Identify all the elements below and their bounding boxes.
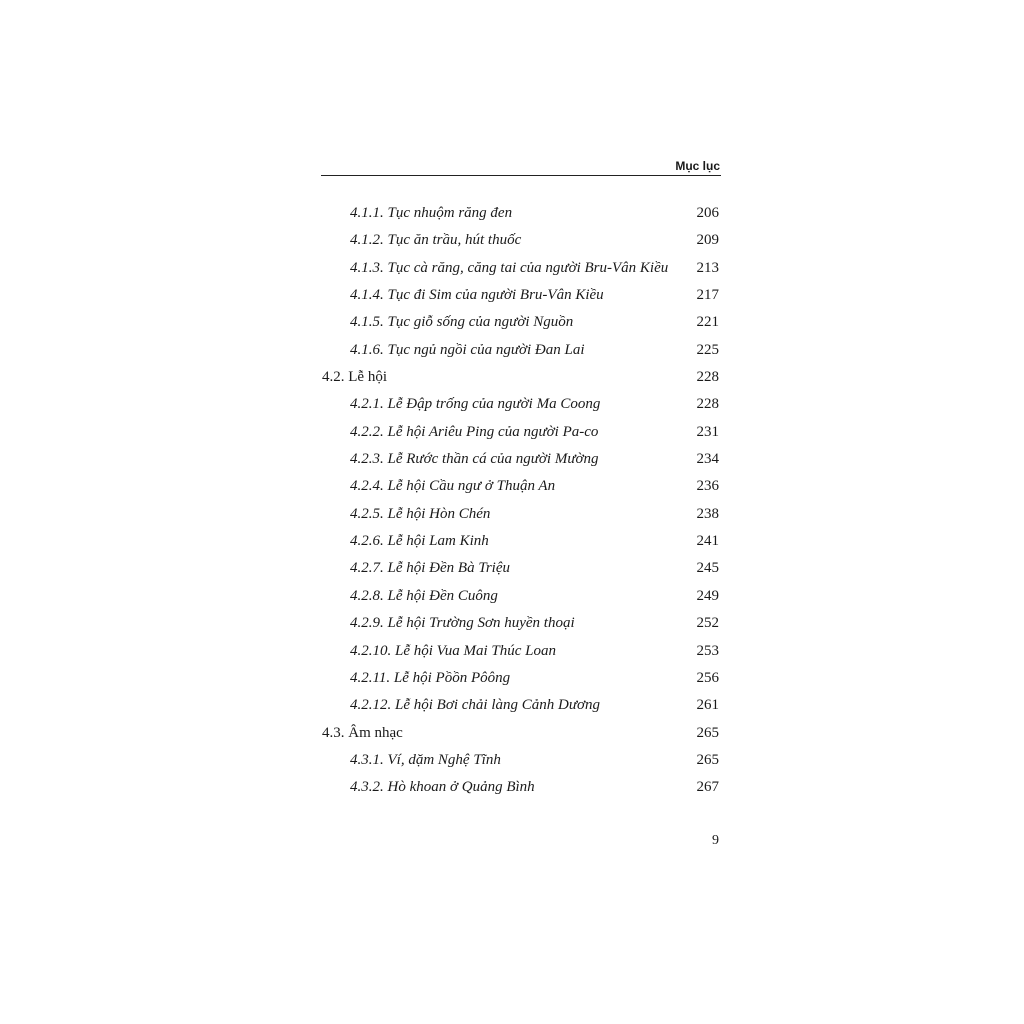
toc-entry-page: 206 [696, 205, 719, 221]
toc-entry-page: 231 [696, 423, 719, 440]
toc-entry-title: 4.3.2. Hò khoan ở Quảng Bình [350, 779, 535, 796]
toc-entry-page: 217 [696, 287, 719, 304]
toc-subsection-entry [321, 747, 721, 774]
toc-subsection-entry [321, 692, 721, 719]
toc-entry-page: 256 [696, 669, 719, 686]
toc-entry-title: 4.1.5. Tục giỗ sống của người Nguồn [350, 314, 574, 331]
running-header [321, 157, 721, 176]
toc-entry-page: 252 [696, 615, 719, 632]
toc-subsection-entry [321, 200, 721, 227]
toc-section-entry [321, 720, 721, 747]
toc-entry-title: 4.2.7. Lễ hội Đền Bà Triệu [350, 560, 510, 577]
toc-subsection-entry [321, 610, 721, 637]
toc-entry-page: 225 [696, 341, 719, 358]
toc-subsection-entry [321, 638, 721, 665]
toc-subsection-entry [321, 227, 721, 254]
toc-entry-title: 4.2. Lễ hội [322, 369, 387, 386]
toc-entry-title: 4.1.2. Tục ăn trầu, hút thuốc [350, 232, 522, 249]
toc-entry-title: 4.2.2. Lễ hội Ariêu Ping của người Pa-co [350, 423, 599, 440]
toc-subsection-entry [321, 501, 721, 528]
toc-entry-title: 4.2.10. Lễ hội Vua Mai Thúc Loan [350, 642, 556, 659]
toc-entry-title: 4.2.9. Lễ hội Trường Sơn huyền thoại [350, 615, 575, 632]
toc-subsection-entry [321, 446, 721, 473]
toc-subsection-entry [321, 528, 721, 555]
toc-subsection-entry [321, 555, 721, 582]
toc-entry-title: 4.3.1. Ví, dặm Nghệ Tĩnh [350, 751, 501, 768]
toc-entry-title: 4.2.3. Lễ Rước thần cá của người Mường [350, 451, 599, 468]
toc-entry-page: 265 [696, 724, 719, 741]
toc-entry-title: 4.2.5. Lễ hội Hòn Chén [350, 505, 491, 522]
toc-subsection-entry [321, 255, 721, 282]
toc-entry-title: 4.2.11. Lễ hội Pồồn Pôông [350, 669, 511, 686]
toc-entry-page: 209 [696, 232, 719, 249]
toc-subsection-entry [321, 473, 721, 500]
toc-entry-title: 4.1.3. Tục cà răng, căng tai của người Bru-Vân Kiều [350, 259, 669, 276]
toc-entry-page: 213 [696, 259, 719, 276]
toc-entry-page: 238 [696, 505, 719, 522]
toc-entry-page: 249 [696, 587, 719, 604]
toc-subsection-entry [321, 583, 721, 610]
toc-entry-page: 241 [696, 533, 719, 550]
toc-subsection-entry [321, 282, 721, 309]
toc-entry-page: 267 [696, 779, 719, 796]
toc-entry-page: 261 [696, 697, 719, 714]
page-number: 9 [712, 833, 719, 848]
toc-entry-title: 4.2.8. Lễ hội Đền Cuông [350, 587, 498, 604]
table-of-contents [321, 200, 721, 802]
toc-entry-title: 4.1.4. Tục đi Sim của người Bru-Vân Kiều [350, 287, 604, 304]
toc-entry-page: 228 [696, 396, 719, 413]
toc-subsection-entry [321, 665, 721, 692]
toc-entry-page: 253 [696, 642, 719, 659]
toc-entry-title: 4.1.1. Tục nhuộm răng đen [350, 205, 513, 221]
toc-entry-page: 228 [696, 369, 719, 386]
toc-subsection-entry [321, 337, 721, 364]
toc-entry-title: 4.2.6. Lễ hội Lam Kinh [350, 533, 489, 550]
toc-entry-page: 234 [696, 451, 719, 468]
toc-entry-title: 4.3. Âm nhạc [322, 724, 403, 741]
toc-subsection-entry [321, 309, 721, 336]
toc-subsection-entry [321, 419, 721, 446]
running-header-title: Mục lục [675, 159, 720, 173]
toc-entry-page: 245 [696, 560, 719, 577]
toc-entry-title: 4.2.1. Lễ Đập trống của người Ma Coong [350, 396, 601, 413]
toc-section-entry [321, 364, 721, 391]
toc-subsection-entry [321, 774, 721, 801]
toc-entry-page: 236 [696, 478, 719, 495]
toc-subsection-entry [321, 391, 721, 418]
toc-entry-title: 4.2.4. Lễ hội Cầu ngư ở Thuận An [350, 478, 556, 495]
toc-entry-page: 265 [696, 751, 719, 768]
toc-entry-title: 4.1.6. Tục ngủ ngồi của người Đan Lai [350, 341, 585, 358]
toc-entry-page: 221 [696, 314, 719, 331]
toc-entry-title: 4.2.12. Lễ hội Bơi chải làng Cảnh Dương [350, 697, 601, 714]
